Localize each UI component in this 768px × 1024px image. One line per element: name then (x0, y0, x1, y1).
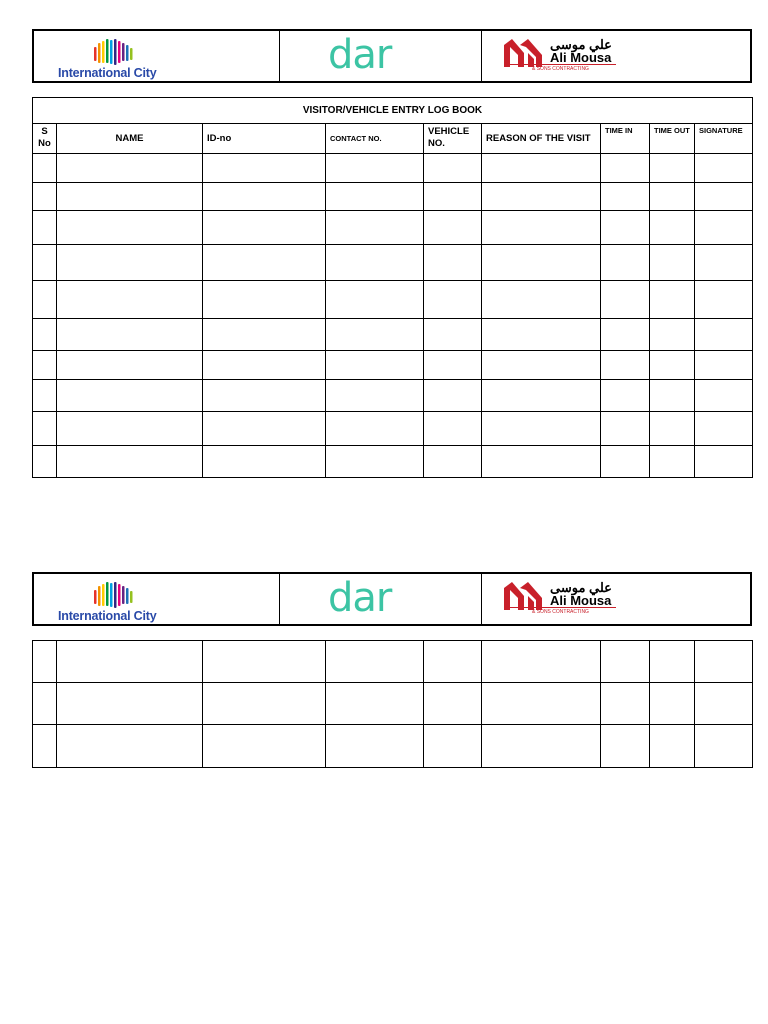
cell-id-no[interactable] (203, 245, 326, 281)
cell-reason[interactable] (482, 211, 601, 245)
cell-name[interactable] (57, 683, 203, 725)
cell-time-in[interactable] (601, 380, 650, 412)
table-row (33, 281, 753, 319)
cell-contact-no[interactable] (326, 725, 424, 768)
col-header-name: NAME (57, 124, 203, 154)
cell-signature[interactable] (695, 245, 753, 281)
cell-signature[interactable] (695, 211, 753, 245)
cell-time-in[interactable] (601, 183, 650, 211)
col-header-reason: REASON OF THE VISIT (482, 124, 601, 154)
dar-logo: dar (328, 575, 392, 621)
table-row (33, 183, 753, 211)
letterhead-2 (32, 572, 752, 626)
international-city-logo-cell (34, 31, 280, 81)
international-city-logo-text: International City (58, 66, 157, 80)
cell-time-out[interactable] (650, 183, 695, 211)
cell-time-in[interactable] (601, 446, 650, 478)
cell-name[interactable] (57, 183, 203, 211)
cell-time-out[interactable] (650, 446, 695, 478)
cell-contact-no[interactable] (326, 641, 424, 683)
cell-contact-no[interactable] (326, 380, 424, 412)
cell-signature[interactable] (695, 183, 753, 211)
cell-name[interactable] (57, 154, 203, 183)
cell-name[interactable] (57, 351, 203, 380)
cell-name[interactable] (57, 725, 203, 768)
cell-s-no[interactable] (33, 245, 57, 281)
cell-time-out[interactable] (650, 211, 695, 245)
cell-contact-no[interactable] (326, 446, 424, 478)
cell-s-no[interactable] (33, 154, 57, 183)
col-header-time-in: TIME IN (601, 124, 650, 154)
cell-s-no[interactable] (33, 380, 57, 412)
col-header-contact-no: CONTACT NO. (326, 124, 424, 154)
cell-reason[interactable] (482, 154, 601, 183)
cell-id-no[interactable] (203, 211, 326, 245)
cell-signature[interactable] (695, 641, 753, 683)
cell-time-out[interactable] (650, 351, 695, 380)
cell-vehicle-no[interactable] (424, 446, 482, 478)
cell-reason[interactable] (482, 281, 601, 319)
cell-name[interactable] (57, 245, 203, 281)
cell-contact-no[interactable] (326, 412, 424, 446)
cell-s-no[interactable] (33, 183, 57, 211)
cell-s-no[interactable] (33, 412, 57, 446)
cell-vehicle-no[interactable] (424, 183, 482, 211)
international-city-logo-icon (94, 39, 134, 65)
cell-name[interactable] (57, 319, 203, 351)
cell-reason[interactable] (482, 725, 601, 768)
cell-time-in[interactable] (601, 725, 650, 768)
cell-id-no[interactable] (203, 446, 326, 478)
cell-reason[interactable] (482, 319, 601, 351)
cell-reason[interactable] (482, 183, 601, 211)
cell-time-in[interactable] (601, 281, 650, 319)
cell-time-out[interactable] (650, 412, 695, 446)
cell-time-out[interactable] (650, 683, 695, 725)
cell-reason[interactable] (482, 245, 601, 281)
ali-mousa-arabic-name: علي موسى (550, 580, 612, 595)
cell-s-no[interactable] (33, 211, 57, 245)
cell-time-out[interactable] (650, 319, 695, 351)
cell-vehicle-no[interactable] (424, 154, 482, 183)
cell-time-in[interactable] (601, 245, 650, 281)
visitor-log-table (32, 97, 753, 478)
ali-mousa-divider (504, 607, 616, 608)
cell-signature[interactable] (695, 319, 753, 351)
cell-s-no[interactable] (33, 351, 57, 380)
letterhead-1 (32, 29, 752, 83)
cell-vehicle-no[interactable] (424, 245, 482, 281)
table-row (33, 725, 753, 768)
cell-signature[interactable] (695, 683, 753, 725)
table-row (33, 446, 753, 478)
cell-reason[interactable] (482, 412, 601, 446)
ali-mousa-logo (504, 580, 644, 622)
cell-s-no[interactable] (33, 319, 57, 351)
international-city-logo-text: International City (58, 609, 157, 623)
col-header-id-no: ID-no (203, 124, 326, 154)
ali-mousa-arabic-name: علي موسى (550, 37, 612, 52)
cell-time-out[interactable] (650, 380, 695, 412)
ali-mousa-subtitle: & SONS CONTRACTING (532, 609, 589, 615)
cell-id-no[interactable] (203, 725, 326, 768)
cell-signature[interactable] (695, 412, 753, 446)
cell-name[interactable] (57, 446, 203, 478)
cell-id-no[interactable] (203, 351, 326, 380)
table-row (33, 245, 753, 281)
col-header-time-out: TIME OUT (650, 124, 695, 154)
cell-vehicle-no[interactable] (424, 641, 482, 683)
international-city-logo (58, 580, 168, 622)
ali-mousa-subtitle: & SONS CONTRACTING (532, 66, 589, 72)
cell-vehicle-no[interactable] (424, 211, 482, 245)
cell-contact-no[interactable] (326, 245, 424, 281)
cell-time-out[interactable] (650, 245, 695, 281)
cell-signature[interactable] (695, 281, 753, 319)
dar-logo-cell (280, 31, 482, 81)
cell-time-out[interactable] (650, 281, 695, 319)
cell-signature[interactable] (695, 351, 753, 380)
table-row (33, 211, 753, 245)
dar-logo-cell (280, 574, 482, 624)
cell-contact-no[interactable] (326, 683, 424, 725)
ali-mousa-name: Ali Mousa (550, 593, 612, 608)
table-row (33, 641, 753, 683)
cell-id-no[interactable] (203, 281, 326, 319)
cell-id-no[interactable] (203, 683, 326, 725)
cell-vehicle-no[interactable] (424, 380, 482, 412)
cell-vehicle-no[interactable] (424, 319, 482, 351)
cell-name[interactable] (57, 281, 203, 319)
ali-mousa-name: Ali Mousa (550, 50, 612, 65)
cell-signature[interactable] (695, 380, 753, 412)
cell-contact-no[interactable] (326, 211, 424, 245)
table-row (33, 154, 753, 183)
cell-contact-no[interactable] (326, 183, 424, 211)
cell-vehicle-no[interactable] (424, 683, 482, 725)
cell-time-out[interactable] (650, 641, 695, 683)
cell-s-no[interactable] (33, 683, 57, 725)
cell-time-out[interactable] (650, 725, 695, 768)
cell-id-no[interactable] (203, 641, 326, 683)
cell-time-in[interactable] (601, 351, 650, 380)
ali-mousa-logo (504, 37, 644, 79)
cell-vehicle-no[interactable] (424, 351, 482, 380)
cell-id-no[interactable] (203, 380, 326, 412)
cell-signature[interactable] (695, 446, 753, 478)
cell-reason[interactable] (482, 683, 601, 725)
cell-id-no[interactable] (203, 319, 326, 351)
cell-name[interactable] (57, 380, 203, 412)
col-header-s-no: S No (33, 124, 57, 154)
international-city-logo-icon (94, 582, 134, 608)
table-row (33, 412, 753, 446)
dar-logo: dar (328, 32, 392, 78)
cell-id-no[interactable] (203, 154, 326, 183)
ali-mousa-divider (504, 64, 616, 65)
table-row (33, 351, 753, 380)
cell-vehicle-no[interactable] (424, 412, 482, 446)
cell-contact-no[interactable] (326, 319, 424, 351)
visitor-log-table-continued (32, 640, 753, 768)
col-header-signature: SIGNATURE (695, 124, 753, 154)
cell-signature[interactable] (695, 154, 753, 183)
cell-contact-no[interactable] (326, 281, 424, 319)
cell-s-no[interactable] (33, 725, 57, 768)
cell-name[interactable] (57, 641, 203, 683)
cell-s-no[interactable] (33, 641, 57, 683)
international-city-logo (58, 37, 168, 79)
cell-time-in[interactable] (601, 412, 650, 446)
cell-id-no[interactable] (203, 412, 326, 446)
cell-contact-no[interactable] (326, 351, 424, 380)
cell-time-in[interactable] (601, 211, 650, 245)
table-row (33, 380, 753, 412)
cell-reason[interactable] (482, 446, 601, 478)
cell-reason[interactable] (482, 641, 601, 683)
cell-signature[interactable] (695, 725, 753, 768)
cell-vehicle-no[interactable] (424, 281, 482, 319)
cell-s-no[interactable] (33, 446, 57, 478)
ali-mousa-logo-cell (482, 574, 750, 624)
log-title: VISITOR/VEHICLE ENTRY LOG BOOK (33, 98, 753, 124)
ali-mousa-logo-cell (482, 31, 750, 81)
col-header-vehicle-no: VEHICLE NO. (424, 124, 482, 154)
cell-name[interactable] (57, 211, 203, 245)
cell-name[interactable] (57, 412, 203, 446)
cell-contact-no[interactable] (326, 154, 424, 183)
cell-s-no[interactable] (33, 281, 57, 319)
cell-time-in[interactable] (601, 319, 650, 351)
cell-id-no[interactable] (203, 183, 326, 211)
cell-reason[interactable] (482, 380, 601, 412)
cell-time-in[interactable] (601, 683, 650, 725)
cell-time-out[interactable] (650, 154, 695, 183)
cell-vehicle-no[interactable] (424, 725, 482, 768)
cell-reason[interactable] (482, 351, 601, 380)
cell-time-in[interactable] (601, 641, 650, 683)
international-city-logo-cell (34, 574, 280, 624)
cell-time-in[interactable] (601, 154, 650, 183)
table-row (33, 683, 753, 725)
table-row (33, 319, 753, 351)
